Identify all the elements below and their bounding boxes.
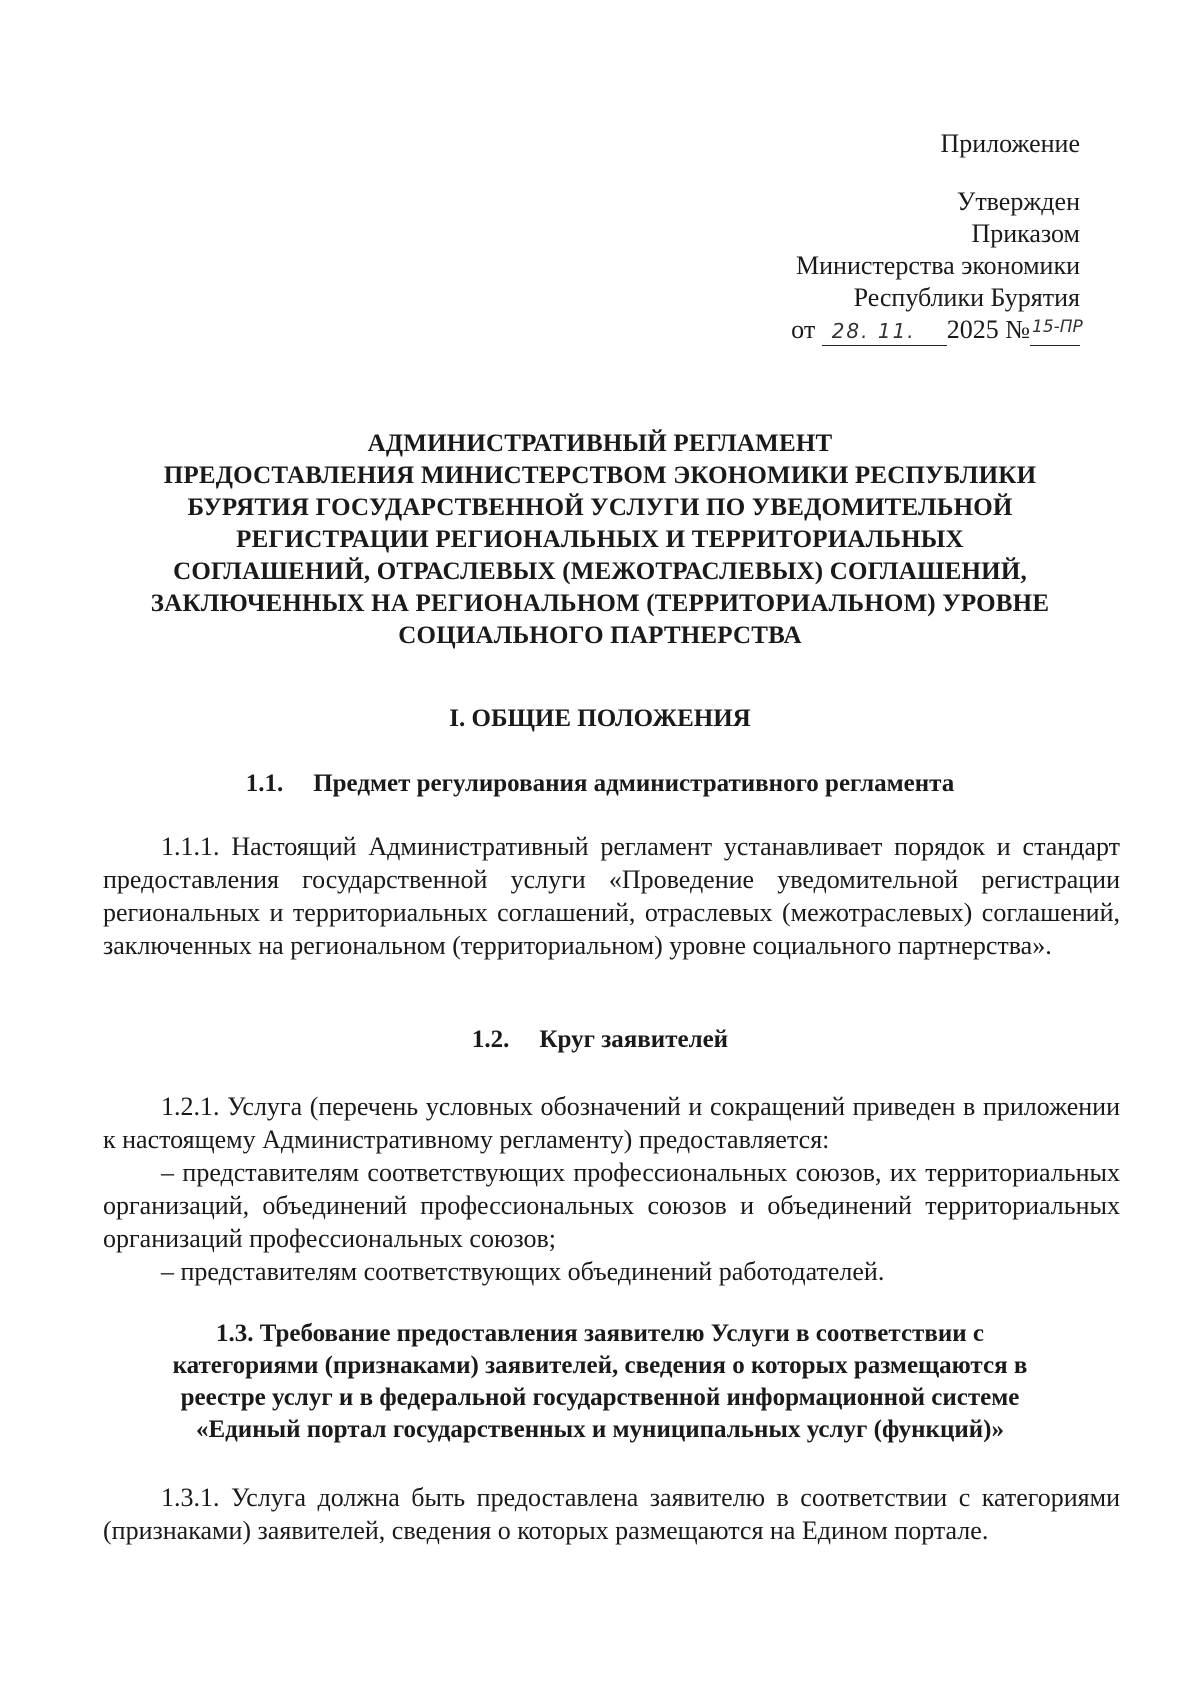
appendix-label: Приложение [940, 129, 1080, 158]
title-line: РЕГИСТРАЦИИ РЕГИОНАЛЬНЫХ И ТЕРРИТОРИАЛЬНЫХ [236, 526, 964, 553]
approval-line-4: Республики Бурятия [853, 283, 1080, 312]
subsection-number: 1.1. [245, 770, 284, 797]
date-blank [822, 315, 947, 346]
list-item: – представителям соответствующих объединений работодателей. [161, 1257, 885, 1286]
paragraph-1-3-1: 1.3.1. Услуга должна быть предоставлена заявителю в соответствии с категориями (признаками) заявителей, сведения о которых размещаются на Едином портале. [103, 1483, 1120, 1545]
document-title [90, 428, 1110, 652]
subsection-title: Предмет регулирования административного регламента [313, 770, 955, 797]
title-line: АДМИНИСТРАТИВНЫЙ РЕГЛАМЕНТ [367, 430, 833, 457]
approval-line-2: Приказом [971, 219, 1080, 248]
date-prefix: от [791, 315, 816, 344]
subsection-number: 1.2. [471, 1026, 510, 1053]
approval-line-1: Утвержден [956, 187, 1080, 216]
heading-line: 1.3. Требование предоставления заявителю Услуги в соответствии с [216, 1320, 984, 1347]
subsection-title: Круг заявителей [539, 1026, 729, 1053]
list-item: – представителям соответствующих профессиональных союзов, их территориальных организаций, объединений профессиональных союзов и объединений территориальных организаций профессиональных союзов; [103, 1158, 1120, 1253]
title-line: ЗАКЛЮЧЕННЫХ НА РЕГИОНАЛЬНОМ (ТЕРРИТОРИАЛЬНОМ) УРОВНЕ [150, 590, 1050, 617]
approval-date-line [791, 314, 1083, 346]
subsection-heading-1-1 [90, 768, 1110, 800]
title-line: СОЦИАЛЬНОГО ПАРТНЕРСТВА [398, 622, 802, 649]
title-line: ПРЕДОСТАВЛЕНИЯ МИНИСТЕРСТВОМ ЭКОНОМИКИ РЕСПУБЛИКИ [163, 462, 1037, 489]
paragraph-1-2-1: 1.2.1. Услуга (перечень условных обозначений и сокращений приведен в приложении к настоящему Административному регламенту) предоставляется: [103, 1092, 1120, 1154]
handwritten-date: 28. 11. [831, 319, 916, 343]
approval-block [791, 128, 1083, 346]
heading-line: категориями (признаками) заявителей, сведения о которых размещаются в [172, 1352, 1028, 1379]
title-line: БУРЯТИЯ ГОСУДАРСТВЕННОЙ УСЛУГИ ПО УВЕДОМИТЕЛЬНОЙ [187, 494, 1013, 521]
paragraph-1-1-1: 1.1.1. Настоящий Административный регламент устанавливает порядок и стандарт предоставления государственной услуги «Проведение уведомительной регистрации региональных и территориальных соглашений, отраслевых (межотраслевых) соглашений, заключенных на региональном (территориальном) уровне социального партнерства». [103, 832, 1120, 960]
subsection-heading-1-3 [90, 1318, 1110, 1446]
number-blank [1030, 315, 1083, 346]
heading-line: реестре услуг и в федеральной государственной информационной системе [180, 1384, 1020, 1411]
subsection-heading-1-2 [90, 1024, 1110, 1056]
heading-line: «Единый портал государственных и муниципальных услуг (функций)» [195, 1416, 1005, 1443]
title-line: СОГЛАШЕНИЙ, ОТРАСЛЕВЫХ (МЕЖОТРАСЛЕВЫХ) СОГЛАШЕНИЙ, [173, 558, 1027, 585]
handwritten-number: 15-ПР [1032, 317, 1083, 337]
year-label: 2025 № [946, 315, 1030, 344]
list [103, 1156, 1120, 1288]
approval-line-3: Министерства экономики [796, 251, 1080, 280]
section-title: I. ОБЩИЕ ПОЛОЖЕНИЯ [449, 705, 751, 732]
